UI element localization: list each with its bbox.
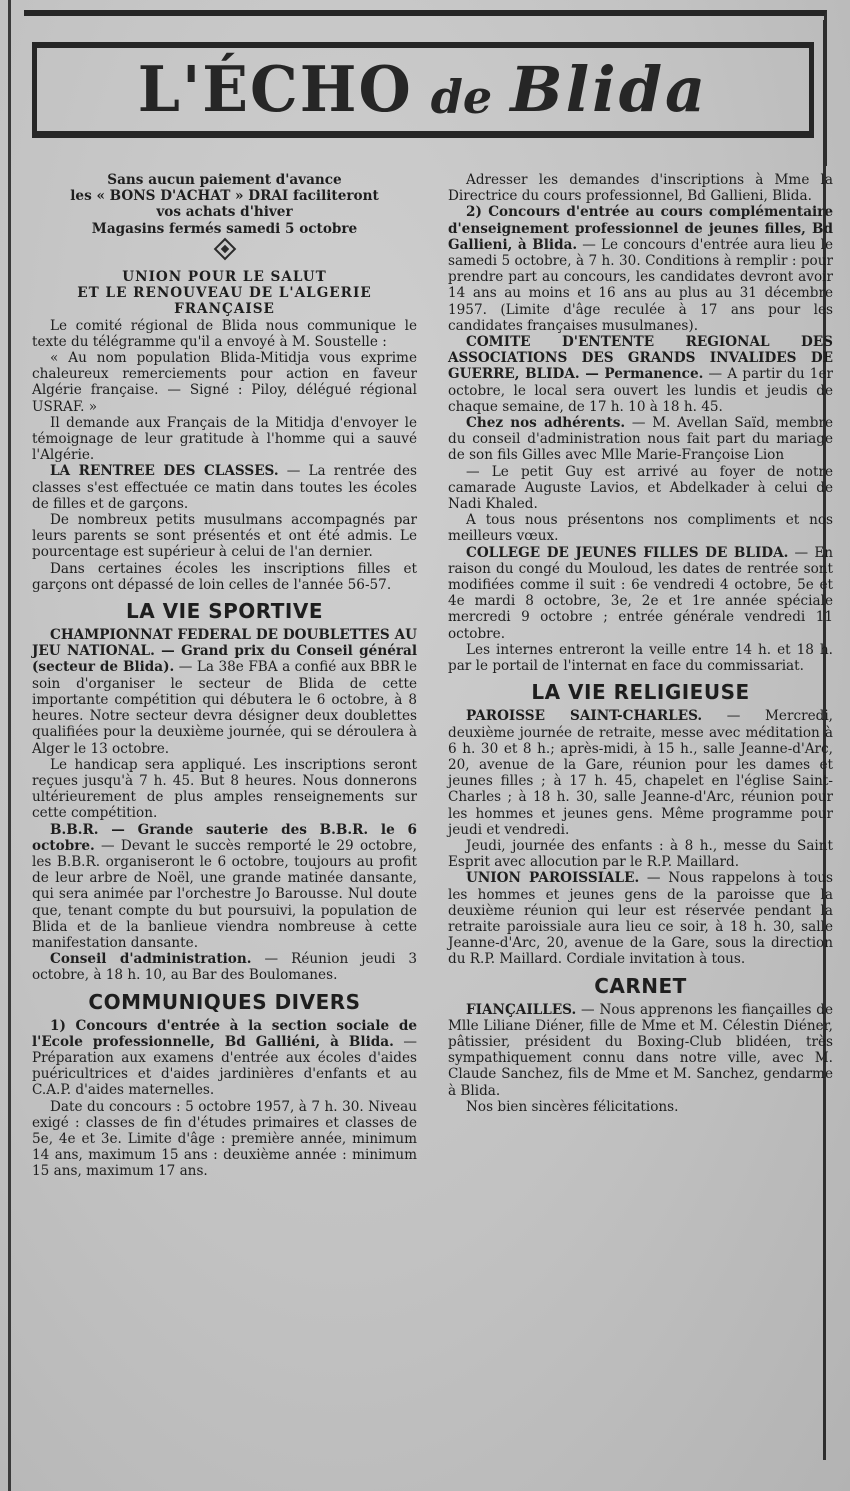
article-paragraph: Le comité régional de Blida nous communique le texte du télégramme qu'il a envoyé à M. Soustelle : (32, 317, 417, 350)
article-lead: LA RENTREE DES CLASSES. (50, 463, 279, 480)
section-heading: COMMUNIQUES DIVERS (88, 989, 361, 1014)
article-title: ET LE RENOUVEAU DE L'ALGERIE (77, 285, 372, 302)
article-text: — Mercredi, deuxième journée de retraite, messe avec méditation à 6 h. 30 et 8 h.; après-midi, à 15 h., salle Jeanne-d'Arc, 20, avenue de la Gare, réunion pour les dames et jeunes filles ; à 17 h. 45, chapelet en l'église Saint-Charles ; à 18 h. 30, salle Jeanne-d'Arc, réunion pour les hommes et jeunes gens. Même programme pour jeudi et vendredi. (448, 708, 833, 838)
article-lead: 1) Concours d'entrée à la section sociale de l'Ecole professionnelle, Bd Galliéni, à Blida. (32, 1017, 417, 1050)
article-text: — Préparation aux examens d'entrée aux écoles d'aides puéricultrices et d'aides jardinières d'enfants et au C.A.P. d'aides maternelles. (32, 1033, 417, 1099)
article-text: — La rentrée des classes s'est effectuée ce matin dans toutes les écoles de filles et de garçons. (32, 463, 417, 512)
article-paragraph (448, 545, 833, 642)
article-paragraph (32, 822, 417, 952)
article-paragraph (448, 1002, 833, 1099)
article-paragraph (32, 463, 417, 512)
diamond-ornament-icon (32, 241, 417, 261)
article-paragraph: Date du concours : 5 octobre 1957, à 7 h. 30. Niveau exigé : classes de fin d'études primaires et classes de 5e, 4e et 3e. Limite d'âge : première année, minimum 14 ans, maximum 15 ans : deuxième année : minimum 15 ans, maximum 17 ans. (32, 1098, 417, 1180)
article-text: — Nous apprenons les fiançailles de Mlle Liliane Diéner, fille de Mme et M. Célestin Diéner, pâtissier, président du Boxing-Club blidéen, très sympathiquement connu dans notre ville, avec M. Claude Sanchez, fils de Mme et M. Sanchez, gendarme à Blida. (448, 1001, 833, 1099)
article-paragraph: Il demande aux Français de la Mitidja d'envoyer le témoignage de leur gratitude à l'homme qui a sauvé l'Algérie. (32, 414, 417, 464)
article-paragraph: « Au nom population Blida-Mitidja vous exprime chaleureux remerciements pour action en faveur Algérie française. — Signé : Piloy, délégué régional USRAF. » (32, 350, 417, 415)
article-paragraph: Dans certaines écoles les inscriptions filles et garçons ont dépassé de loin celles de l'année 56-57. (32, 560, 417, 593)
article-paragraph (448, 334, 833, 415)
article-lead: 2) Concours d'entrée au cours complémentaire d'enseignement professionnel de jeunes filles, Bd Gallieni, à Blida. (448, 204, 833, 253)
section-heading: LA VIE SPORTIVE (125, 599, 324, 624)
section-heading: CARNET (594, 973, 687, 998)
article-lead: B.B.R. — Grande sauterie des B.B.R. le 6 octobre. (32, 821, 417, 854)
masthead-title-echo: L'ÉCHO (137, 52, 413, 127)
article-lead: UNION PAROISSIALE. (466, 870, 640, 887)
article-paragraph: Nos bien sincères félicitations. (466, 1098, 679, 1115)
article-paragraph: Les internes entreront la veille entre 14 h. et 18 h. par le portail de l'internat en face du commissariat. (448, 641, 833, 675)
article-lead: Conseil d'administration. (50, 951, 252, 968)
article-paragraph (32, 951, 417, 983)
article-paragraph (32, 1018, 417, 1099)
article-paragraph: — Le petit Guy est arrivé au foyer de notre camarade Auguste Lavios, et Abdelkader à celui de Nadi Khaled. (448, 463, 833, 513)
section-heading: LA VIE RELIGIEUSE (531, 680, 750, 705)
advert-line: Sans aucun paiement d'avance (107, 172, 342, 188)
article-text: — A partir du 1er octobre, le local sera ouvert les lundis et jeudis de chaque semaine, de 17 h. 10 à 18 h. 45. (448, 366, 833, 415)
advert-line: vos achats d'hiver (156, 204, 293, 221)
article-text: — Devant le succès remporté le 29 octobre, les B.B.R. organiseront le 6 octobre, toujours au profit de leur arbre de Noël, une grande matinée dansante, qui sera animée par l'orchestre Jo Barousse. Nul doute que, tenant compte du but poursuivi, la population de Blida et de la banlieue viendra nombreuse à cette manifestation dansante. (32, 837, 417, 951)
article-paragraph: De nombreux petits musulmans accompagnés par leurs parents se sont présentés et ont été admis. Le pourcentage est supérieur à celui de l'an dernier. (32, 512, 417, 561)
advert-line: Magasins fermés samedi 5 octobre (91, 220, 358, 237)
article-paragraph: Jeudi, journée des enfants : à 8 h., messe du Saint Esprit avec allocution par le R.P. Maillard. (448, 837, 833, 871)
article-lead: CHAMPIONNAT FEDERAL DE DOUBLETTES AU JEU NATIONAL. — Grand prix du Conseil général (secteur de Blida). (32, 627, 417, 676)
article-paragraph (448, 415, 833, 464)
article-text: — En raison du congé du Mouloud, les dates de rentrée sont modifiées comme il suit : 6e vendredi 4 octobre, 5e et 4e mardi 8 octobre, 3e, 2e et 1re année spéciale mercredi 9 octobre ; entrée générale vendredi 11 octobre. (448, 544, 833, 642)
column-rule-left (8, 0, 11, 1491)
article-text: — M. Avellan Saïd, membre du conseil d'administration nous fait part du mariage de son fils Gilles avec Mlle Marie-Françoise Lion (448, 415, 834, 464)
article-paragraph: Le handicap sera appliqué. Les inscriptions seront reçues jusqu'à 7 h. 45. But 8 heures. Nous donnerons ultérieurement de plus amples renseignements sur cette compétition. (32, 756, 417, 822)
column-right (448, 172, 833, 1115)
article-lead: FIANÇAILLES. (466, 1001, 577, 1018)
article-paragraph (32, 627, 417, 757)
article-text: — Réunion jeudi 3 octobre, à 18 h. 10, au Bar des Boulomanes. (32, 951, 417, 984)
article-paragraph: Adresser les demandes d'inscriptions à Mme la Directrice du cours professionnel, Bd Gallieni, Blida. (448, 172, 833, 205)
article-title: UNION POUR LE SALUT (122, 269, 327, 286)
article-paragraph (448, 204, 833, 334)
article-paragraph: A tous nous présentons nos compliments et nos meilleurs vœux. (448, 512, 833, 545)
article-paragraph (448, 870, 833, 967)
article-lead: PAROISSE SAINT-CHARLES. (466, 708, 703, 725)
article-text: — Le concours d'entrée aura lieu le samedi 5 octobre, à 7 h. 30. Conditions à remplir : pour prendre part au concours, les candidates devront avoir 14 ans au moins et 16 ans au plus au 31 décembre 1957. (Limite d'âge reculée à 17 ans pour les candidates françaises musulmanes). (448, 236, 833, 334)
article-title: FRANÇAISE (174, 301, 275, 318)
article-text: — Nous rappelons à tous les hommes et jeunes gens de la paroisse que la deuxième réunion qui leur est réservée pendant la retraite paroissiale aura lieu ce soir, à 18 h. 30, salle Jeanne-d'Arc, 20, avenue de la Gare, sous la direction du R.P. Maillard. Cordiale invitation à tous. (448, 870, 834, 968)
masthead-title-de: de (430, 69, 493, 124)
masthead (32, 42, 814, 138)
masthead-title-blida: Blida (510, 53, 709, 126)
advert-line: les « BONS D'ACHAT » DRAI faciliteront (70, 188, 379, 205)
article-lead: COLLEGE DE JEUNES FILLES DE BLIDA. (466, 544, 789, 561)
article-lead: Chez nos adhérents. (466, 415, 626, 432)
article-paragraph (448, 708, 833, 838)
article-lead: COMITE D'ENTENTE REGIONAL DES ASSOCIATIONS DES GRANDS INVALIDES DE GUERRE, BLIDA. — Permanence. (448, 334, 833, 383)
article-text: — La 38e FBA a confié aux BBR le soin d'organiser le secteur de Blida de cette importante compétition qui débutera le 6 octobre, à 8 heures. Notre secteur devra désigner deux doublettes qualifiées pour la deuxième journée, qui se déroulera à Alger le 13 octobre. (32, 659, 417, 757)
column-left (32, 172, 417, 1180)
